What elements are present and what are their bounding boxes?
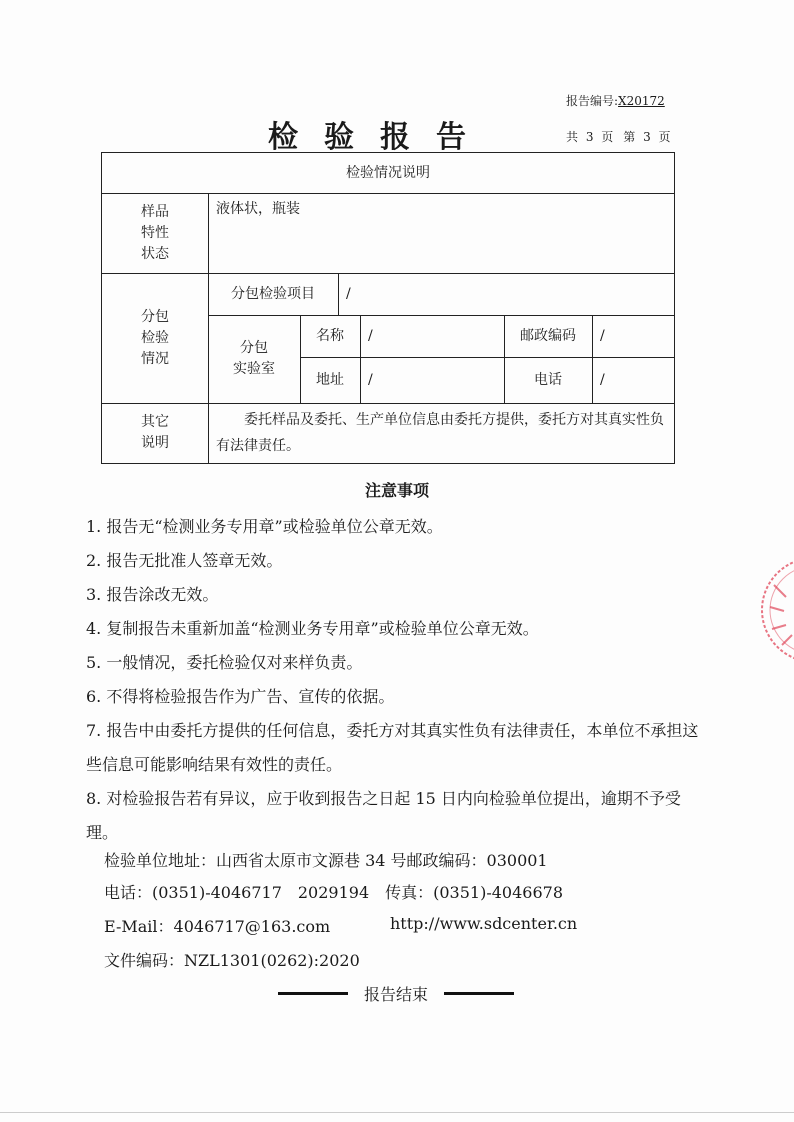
table-caption: 检验情况说明 <box>346 164 430 181</box>
other-notes-label: 其它 说明 <box>141 414 169 451</box>
page-title: 检验报告 <box>268 120 492 155</box>
notice-title: 注意事项 <box>364 481 429 500</box>
lab-postcode-label: 邮政编码 <box>520 327 576 344</box>
report-end <box>278 982 514 1005</box>
inspection-info-table <box>101 152 675 464</box>
subcontract-lab-label: 分包 实验室 <box>233 340 275 377</box>
subcontract-item-label: 分包检验项目 <box>231 285 315 302</box>
sample-state-value: 液体状，瓶装 <box>216 200 300 217</box>
lab-address: 检验单位地址：山西省太原市文源巷 34 号邮政编码：030001 <box>104 851 548 870</box>
seal-stamp-icon <box>752 545 794 675</box>
sample-state-label: 样品 特性 状态 <box>141 203 169 262</box>
subcontract-item-value: / <box>346 285 351 302</box>
total-pages: 共 3 页 <box>566 130 614 144</box>
lab-address-label: 地址 <box>316 371 344 388</box>
notice-item: 5. 一般情况，委托检验仅对来样负责。 <box>86 653 363 672</box>
notice-item: 1. 报告无“检测业务专用章”或检验单位公章无效。 <box>86 517 443 536</box>
lab-phone-fax: 电话：(0351)-4046717 2029194 传真：(0351)-4046678 <box>104 883 563 902</box>
notice-item: 4. 复制报告未重新加盖“检测业务专用章”或检验单位公章无效。 <box>86 619 539 638</box>
notice-item: 7. 报告中由委托方提供的任何信息，委托方对其真实性负有法律责任，本单位不承担这些信息可能影响结果有效性的责任。 <box>86 721 699 774</box>
lab-phone-label: 电话 <box>534 371 562 388</box>
current-page: 第 3 页 <box>623 130 671 144</box>
lab-email: E-Mail：4046717@163.com <box>104 917 331 936</box>
lab-name-label: 名称 <box>316 327 344 344</box>
end-bar-right <box>444 992 514 995</box>
page-bottom-rule <box>0 1112 794 1113</box>
document-code: 文件编码：NZL1301(0262):2020 <box>104 951 360 970</box>
report-number <box>566 92 665 109</box>
report-number-label: 报告编号: <box>566 94 619 108</box>
report-end-label: 报告结束 <box>363 985 428 1004</box>
lab-website: http://www.sdcenter.cn <box>390 914 578 933</box>
lab-address-value: / <box>368 371 373 388</box>
notice-item: 8. 对检验报告若有异议，应于收到报告之日起 15 日内向检验单位提出，逾期不予受理。 <box>86 789 681 842</box>
lab-phone-value: / <box>600 371 605 388</box>
report-number-value: X20172 <box>618 94 665 108</box>
lab-postcode-value: / <box>600 327 605 344</box>
end-bar-left <box>278 992 348 995</box>
subcontract-label: 分包 检验 情况 <box>141 308 169 367</box>
notice-item: 6. 不得将检验报告作为广告、宣传的依据。 <box>86 687 395 706</box>
lab-name-value: / <box>368 327 373 344</box>
notice-item: 3. 报告涂改无效。 <box>86 585 219 604</box>
other-notes-value: 委托样品及委托、生产单位信息由委托方提供，委托方对其真实性负有法律责任。 <box>216 412 664 454</box>
notice-item: 2. 报告无批准人签章无效。 <box>86 551 283 570</box>
page-count <box>566 128 681 145</box>
